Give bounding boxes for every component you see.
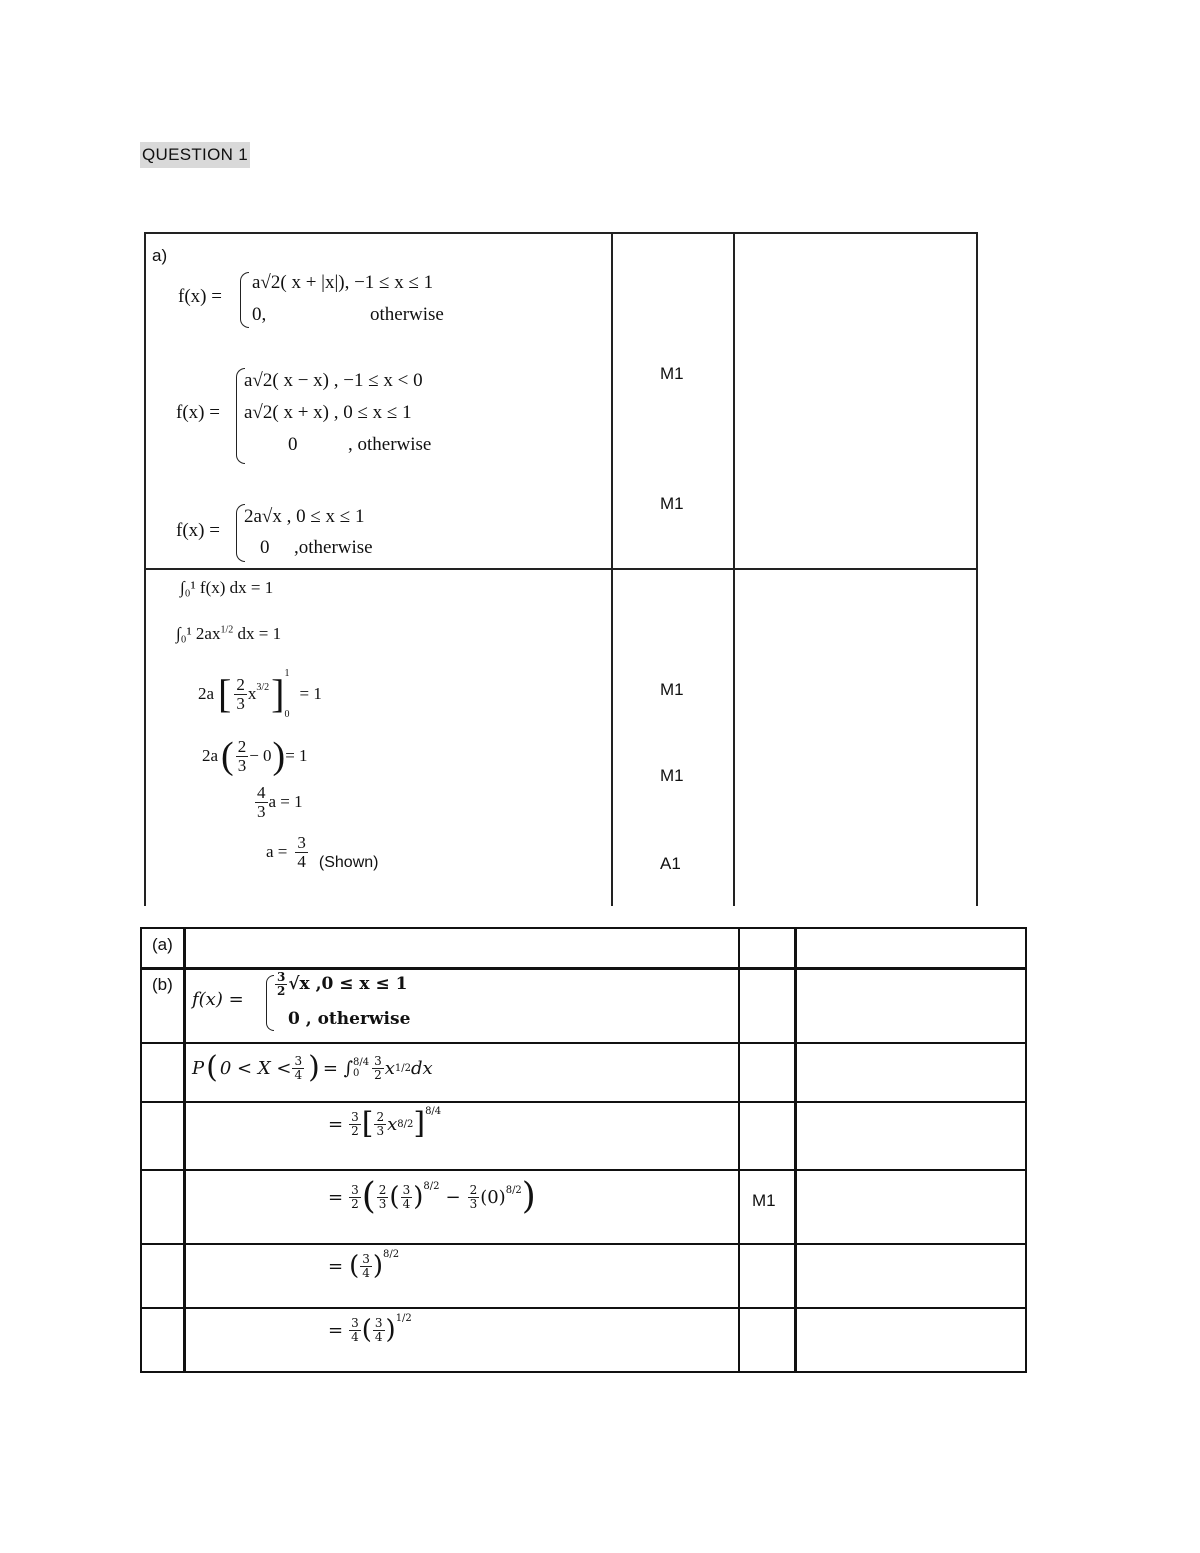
- zero-term: (0): [480, 1186, 506, 1208]
- lower-limit: 0: [284, 709, 290, 720]
- differential: dx: [410, 1057, 433, 1079]
- numerator: 2: [376, 1109, 385, 1124]
- exponent: 8/2: [383, 1248, 400, 1260]
- fx-case: a√2( x + x) , 0 ≤ x ≤ 1: [244, 402, 412, 423]
- evaluation-line: [328, 1248, 400, 1282]
- fx-case-condition: otherwise: [370, 304, 444, 325]
- denominator: 4: [402, 1196, 411, 1211]
- fx-lhs: f(x) =: [192, 989, 244, 1010]
- table-border: [140, 927, 1027, 929]
- fraction: [234, 676, 247, 713]
- mark-m1: M1: [660, 364, 684, 383]
- mark-m1: M1: [660, 494, 684, 513]
- evaluation-line: [328, 1105, 442, 1141]
- numerator: 3: [402, 1182, 411, 1197]
- row-divider: [140, 1101, 1027, 1103]
- equals: =: [328, 1186, 344, 1208]
- equals-one: = 1: [299, 684, 322, 703]
- right-bracket: ]: [271, 671, 285, 716]
- table-border: [1025, 927, 1027, 1373]
- exponent: 1/2: [395, 1312, 412, 1324]
- fraction: [468, 1184, 480, 1210]
- numerator: 3: [297, 832, 306, 852]
- fraction: [374, 1111, 386, 1137]
- right-paren: ): [272, 735, 286, 777]
- upper-limit: 8/4: [425, 1105, 442, 1117]
- fraction: [275, 971, 287, 997]
- coefficient: 2a: [198, 684, 215, 703]
- table-border: [140, 927, 142, 1373]
- table-border: [140, 1371, 1027, 1373]
- left-paren: (: [389, 1182, 400, 1212]
- fx-case: a√2( x + |x|), −1 ≤ x ≤ 1: [252, 272, 434, 293]
- variable: x: [387, 1113, 398, 1135]
- denominator: 4: [362, 1265, 370, 1280]
- fx-case: 0 , otherwise: [288, 1009, 411, 1029]
- numerator: 3: [277, 970, 286, 984]
- fx-lhs: f(x) =: [176, 402, 220, 423]
- table-border: [144, 232, 146, 906]
- row-divider: [140, 967, 1027, 970]
- exponent: 3/2: [256, 681, 270, 693]
- numerator: 3: [374, 1053, 382, 1068]
- fraction: [377, 1184, 389, 1210]
- column-divider: [794, 927, 797, 1373]
- denominator: 3: [376, 1123, 385, 1138]
- right-paren: ): [413, 1182, 424, 1212]
- upper-limit: 1: [284, 668, 290, 679]
- column-divider: [733, 232, 735, 906]
- part-label: a): [152, 246, 168, 265]
- part-label: (a): [152, 935, 173, 954]
- limits: [353, 1057, 369, 1079]
- numerator: 3: [362, 1252, 370, 1266]
- denominator: 3: [257, 801, 266, 821]
- fx-case-condition: , otherwise: [348, 434, 432, 455]
- upper-limit: 8/4: [353, 1057, 370, 1068]
- fraction: [349, 1184, 361, 1210]
- column-divider: [738, 927, 740, 1373]
- table-border: [976, 232, 978, 906]
- right-bracket: ]: [413, 1106, 426, 1141]
- right-paren: ): [385, 1315, 396, 1346]
- case-expression: √x ,0 ≤ x ≤ 1: [288, 974, 408, 995]
- fx-case: [274, 971, 407, 997]
- brace: [266, 975, 274, 1031]
- row-divider: [140, 1042, 1027, 1044]
- fx-lhs: f(x) =: [176, 520, 220, 541]
- fraction: [372, 1055, 384, 1081]
- exponent: 1/2: [394, 1062, 411, 1074]
- table-border: [144, 232, 978, 234]
- fraction: [401, 1184, 413, 1210]
- denominator: 3: [236, 693, 245, 713]
- mark-m1: M1: [752, 1191, 776, 1210]
- limits: [284, 668, 289, 720]
- minus: −: [445, 1186, 461, 1208]
- part-label: (b): [152, 975, 173, 994]
- left-bracket: [: [361, 1106, 374, 1141]
- left-paren: (: [221, 735, 234, 777]
- left-paren: (: [206, 1050, 218, 1085]
- numerator: 2: [378, 1182, 387, 1197]
- row-divider: [144, 568, 978, 570]
- equals: =: [328, 1255, 344, 1277]
- fx-case-value: 0,: [252, 304, 267, 325]
- right-paren: ): [521, 1176, 536, 1217]
- exponent: 1/2: [220, 624, 234, 636]
- integral-line: [176, 624, 281, 644]
- fraction: [236, 738, 249, 775]
- result-line: [266, 832, 378, 872]
- exponent: 8/2: [397, 1118, 414, 1130]
- evaluation-line: [198, 666, 322, 722]
- right-paren: ): [308, 1050, 320, 1085]
- fraction: [292, 1055, 304, 1081]
- equation: a = 1: [268, 792, 303, 812]
- brace: [240, 272, 249, 328]
- column-divider: [183, 927, 186, 1373]
- mark-a1: A1: [660, 854, 681, 873]
- minus-zero: − 0: [249, 746, 272, 765]
- left-paren: (: [361, 1176, 376, 1217]
- integral-line: ∫₀¹ f(x) dx = 1: [180, 578, 274, 597]
- a-equals: a =: [266, 842, 288, 861]
- numerator: 3: [351, 1316, 359, 1330]
- equals: =: [328, 1319, 344, 1341]
- question-heading: QUESTION 1: [140, 142, 250, 168]
- exponent: 8/2: [505, 1184, 522, 1196]
- denominator: 4: [294, 1067, 303, 1082]
- fraction: [295, 834, 308, 871]
- shown-note: (Shown): [318, 854, 379, 871]
- denominator: 4: [351, 1329, 359, 1344]
- numerator: 2: [469, 1182, 478, 1197]
- evaluation-line: [254, 784, 303, 821]
- numerator: 2: [237, 736, 247, 756]
- evaluation-line: [328, 1312, 412, 1346]
- variable: x: [384, 1057, 395, 1079]
- fraction: [360, 1253, 372, 1279]
- denominator: 3: [469, 1196, 478, 1211]
- evaluation-line: [202, 732, 308, 780]
- fraction: [349, 1111, 361, 1137]
- coefficient: 2a: [202, 746, 219, 765]
- column-divider: [611, 232, 613, 906]
- equals-one: = 1: [285, 746, 308, 765]
- variable: x: [247, 684, 257, 703]
- denominator: 4: [297, 851, 306, 871]
- exponent: 8/2: [423, 1180, 440, 1192]
- denominator: 3: [237, 755, 247, 775]
- solution-table-2: [140, 927, 1027, 1373]
- denominator: 4: [374, 1329, 383, 1344]
- right-paren: ): [372, 1251, 384, 1282]
- numerator: 3: [294, 1053, 303, 1068]
- integral-expr: ∫₀¹ 2ax: [176, 624, 221, 643]
- mark-m1: M1: [660, 680, 684, 699]
- numerator: 3: [351, 1182, 359, 1197]
- equals: =: [328, 1113, 344, 1135]
- mark-m1: M1: [660, 766, 684, 785]
- left-paren: (: [361, 1315, 372, 1346]
- row-divider: [140, 1169, 1027, 1171]
- fx-case: 2a√x , 0 ≤ x ≤ 1: [244, 506, 365, 527]
- denominator: 3: [378, 1196, 387, 1211]
- denominator: 2: [351, 1123, 359, 1138]
- left-paren: (: [349, 1251, 360, 1282]
- fx-case-condition: ,otherwise: [294, 537, 373, 558]
- fraction: [255, 784, 268, 821]
- row-divider: [140, 1307, 1027, 1309]
- solution-table-1: [144, 232, 978, 906]
- probability-expression: [192, 1050, 433, 1085]
- fx-case-value: 0: [288, 434, 298, 455]
- numerator: 4: [257, 783, 266, 802]
- fraction: [373, 1317, 385, 1343]
- denominator: 2: [351, 1196, 359, 1211]
- evaluation-line: [328, 1176, 536, 1217]
- equals-integral: = ∫: [322, 1057, 353, 1079]
- fx-case-value: 0: [260, 537, 270, 558]
- left-bracket: [: [218, 671, 232, 716]
- probability-symbol: P: [192, 1057, 205, 1079]
- fx-lhs: f(x) =: [178, 286, 222, 307]
- numerator: 2: [236, 674, 245, 694]
- inequality: 0 < X <: [219, 1057, 292, 1079]
- fraction: [349, 1317, 361, 1343]
- numerator: 3: [374, 1316, 383, 1330]
- numerator: 3: [351, 1109, 359, 1124]
- row-divider: [140, 1243, 1027, 1245]
- denominator: 2: [277, 983, 286, 998]
- lower-limit: 0: [353, 1068, 360, 1079]
- fx-case: a√2( x − x) , −1 ≤ x < 0: [244, 370, 423, 391]
- denominator: 2: [374, 1067, 382, 1082]
- integral-expr: dx = 1: [233, 624, 282, 643]
